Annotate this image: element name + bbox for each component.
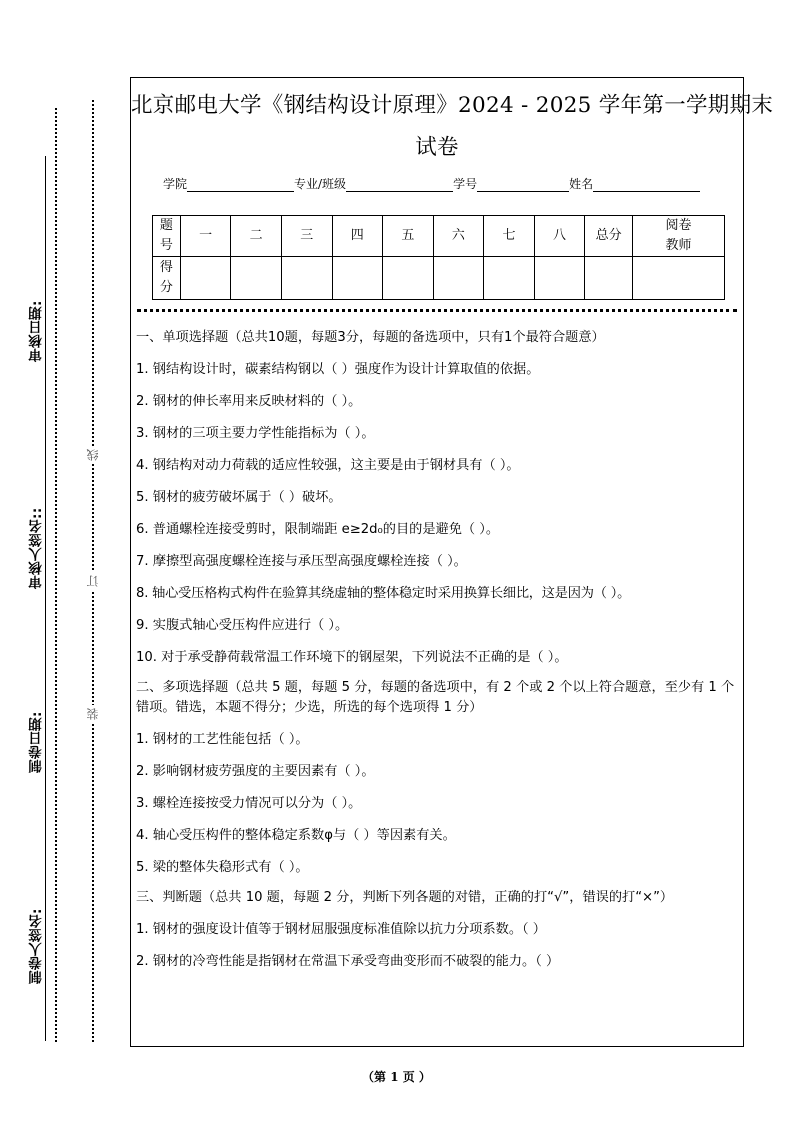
score-table	[152, 215, 725, 300]
section-heading-true-false: 三、判断题（总共 10 题，每题 2 分，判断下列各题的对错，正确的打“√”，错误的打“×”）	[136, 890, 674, 905]
compiler-signature-label: 制卷人签名:	[29, 906, 45, 986]
question: 10. 对于承受静荷载常温工作环境下的钢屋架，下列说法不正确的是（ ）。	[136, 650, 568, 665]
cut-mark-install: 装	[86, 705, 100, 723]
question: 1. 钢材的强度设计值等于钢材屈服强度标准值除以抗力分项系数。（ ）	[136, 922, 546, 937]
score-cell[interactable]	[180, 257, 231, 300]
question: 6. 普通螺栓连接受剪时，限制端距 e≥2d₀的目的是避免（ ）。	[136, 522, 500, 537]
score-cell[interactable]	[231, 257, 282, 300]
review-date-label: 审核日期:	[29, 300, 45, 362]
major-class-label: 专业/班级	[294, 177, 347, 191]
margin-solid-line	[45, 156, 46, 1041]
section-heading-multiple-choice: 二、多项选择题（总共 5 题，每题 5 分，每题的备选项中，有 2 个或 2 个以上符合题意，至少有 1 个错项。错选，本题不得分；少选，所选的每个选项得 1 分）	[136, 680, 735, 715]
exam-frame	[130, 77, 774, 1047]
col-header: 八	[534, 216, 585, 257]
page-number: （第 1 页 ）	[362, 1070, 431, 1084]
college-field[interactable]	[187, 178, 294, 192]
question: 4. 轴心受压构件的整体稳定系数φ与（ ）等因素有关。	[136, 828, 456, 843]
question: 9. 实腹式轴心受压构件应进行（ ）。	[136, 618, 349, 633]
question: 3. 螺栓连接按受力情况可以分为（ ）。	[136, 796, 362, 811]
col-header-total: 总分	[585, 216, 633, 257]
col-header: 七	[484, 216, 535, 257]
question: 1. 钢材的工艺性能包括（ ）。	[136, 732, 309, 747]
col-header-teacher: 阅卷 教师	[632, 216, 724, 257]
question-number-header: 题 号	[153, 216, 181, 257]
section-heading-single-choice: 一、单项选择题（总共10题，每题3分，每题的备选项中，只有1个最符合题意）	[136, 330, 605, 345]
score-cell[interactable]	[534, 257, 585, 300]
college-label: 学院	[163, 177, 188, 191]
score-cell[interactable]	[281, 257, 332, 300]
question: 8. 轴心受压格构式构件在验算其绕虚轴的整体稳定时采用换算长细比，这是因为（ ）。	[136, 586, 631, 601]
col-header: 一	[180, 216, 231, 257]
student-id-field[interactable]	[477, 178, 569, 192]
question: 2. 钢材的伸长率用来反映材料的（ ）。	[136, 394, 362, 409]
score-cell-total[interactable]	[585, 257, 633, 300]
score-cell-teacher[interactable]	[632, 257, 724, 300]
reviewer-signature-label: 审核人签名::	[29, 505, 45, 591]
question: 1. 钢结构设计时，碳素结构钢以（ ）强度作为设计计算取值的依据。	[136, 362, 540, 377]
question: 7. 摩擦型高强度螺栓连接与承压型高强度螺栓连接（ ）。	[136, 554, 467, 569]
score-header: 得 分	[153, 257, 181, 300]
col-header: 五	[383, 216, 434, 257]
question: 5. 钢材的疲劳破坏属于（ ）破坏。	[136, 490, 342, 505]
major-class-field[interactable]	[346, 178, 453, 192]
col-header: 三	[281, 216, 332, 257]
col-header: 二	[231, 216, 282, 257]
cut-mark-bind: 订	[86, 572, 100, 590]
score-cell[interactable]	[383, 257, 434, 300]
exam-content	[136, 328, 740, 972]
name-label: 姓名	[569, 177, 594, 191]
score-row	[153, 257, 725, 300]
col-header: 四	[332, 216, 383, 257]
col-header: 六	[433, 216, 484, 257]
compile-date-label: 制卷日期:	[29, 711, 45, 773]
student-id-label: 学号	[453, 177, 478, 191]
question: 2. 钢材的冷弯性能是指钢材在常温下承受弯曲变形而不破裂的能力。（ ）	[136, 954, 560, 969]
question: 4. 钢结构对动力荷载的适应性较强，这主要是由于钢材具有（ ）。	[136, 458, 520, 473]
exam-title-line1: 北京邮电大学《钢结构设计原理》2024 - 2025 学年第一学期期末	[131, 93, 774, 118]
margin-dotted-line-outer	[92, 100, 94, 1042]
name-field[interactable]	[593, 178, 700, 192]
score-cell[interactable]	[484, 257, 535, 300]
score-cell[interactable]	[433, 257, 484, 300]
score-cell[interactable]	[332, 257, 383, 300]
student-info-row	[163, 175, 700, 192]
question: 2. 影响钢材疲劳强度的主要因素有（ ）。	[136, 764, 375, 779]
dotted-separator	[137, 309, 737, 312]
exam-title-line2: 试卷	[415, 135, 459, 160]
margin-dotted-line-inner	[55, 108, 57, 1042]
question-number-row	[153, 216, 725, 257]
question: 5. 梁的整体失稳形式有（ ）。	[136, 860, 309, 875]
question: 3. 钢材的三项主要力学性能指标为（ ）。	[136, 426, 375, 441]
cut-mark-line: 线	[86, 446, 100, 464]
